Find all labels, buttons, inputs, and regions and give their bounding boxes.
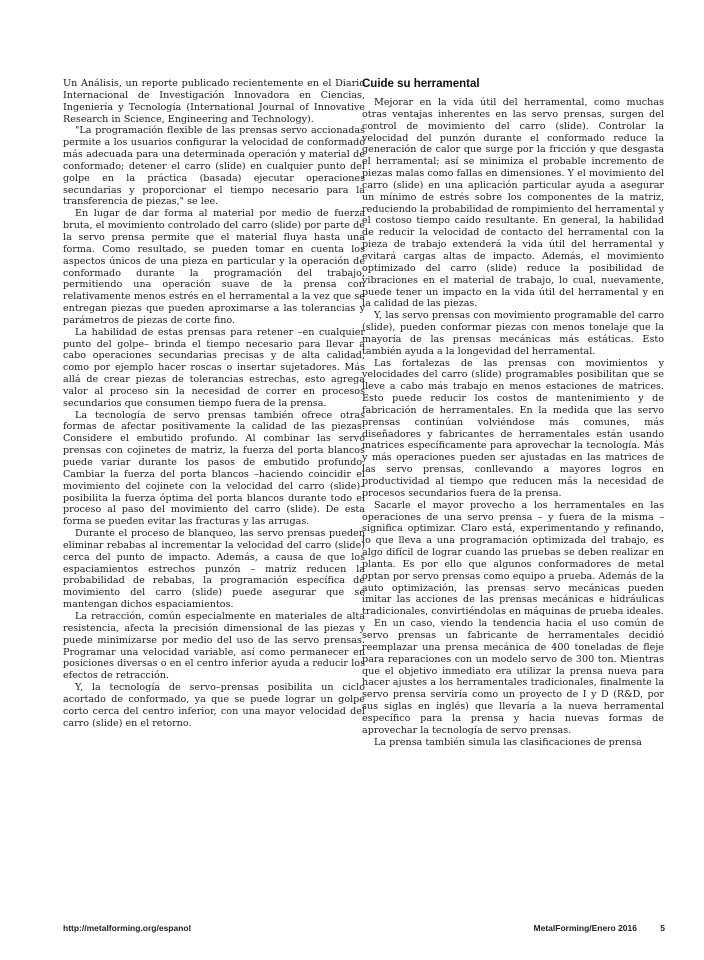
left-column	[63, 78, 365, 729]
body-paragraph: La retracción, común especialmente en materiales de alta resistencia, afecta la precisión dimensional de las piezas y puede minimizarse por medio del uso de las servo prensas. Programar una velocidad variable, así como permanecer en posiciones diversas o en el centro inferior ayuda a reducir los efectos de retracción.	[63, 610, 365, 682]
body-paragraph: Y, las servo prensas con movimiento programable del carro (slide), pueden conformar piezas con menos tonelaje que la mayoría de las prensas mecánicas más estáticas. Esto también ayuda a la longevidad del herramental.	[362, 310, 664, 357]
body-paragraph: En lugar de dar forma al material por medio de fuerza bruta, el movimiento controlado del carro (slide) por parte de la servo prensa permite que el material fluya hasta una forma. Como resultado, se pueden tomar en cuenta los aspectos únicos de una pieza en particular y la operación de conformado durante la programación del trabajo, permitiendo una operación suave de la prensa con relativamente menos estrés en el herramental a la vez que se entregan piezas que pueden aproximarse a las tolerancias y parámetros de piezas de corte fino.	[63, 208, 365, 326]
body-paragraph: Sacarle el mayor provecho a los herramentales en las operaciones de una servo prensa – y fuera de la misma – significa optimizar. Claro está, experimentando y refinando, lo que lleva a una programación optimizada del trabajo, es algo difícil de lograr cuando las pruebas se deben realizar en planta. Es por ello que algunos conformadores de metal optan por servo prensas como equipo a prueba. Además de la auto optimización, las prensas servo mecánicas pueden imitar las acciones de las prensas mecánicas e hidráulicas tradicionales, convirtiéndolas en máquinas de prueba ideales.	[362, 499, 664, 618]
footer-url: http://metalforming.org/espanol	[63, 923, 191, 933]
body-paragraph: Y, la tecnología de servo–prensas posibilita un ciclo acortado de conformado, ya que se puede lograr un golpe corto cerca del centro inferior, con una mayor velocidad del carro (slide) en el retorno.	[63, 682, 365, 729]
page-footer	[63, 923, 665, 937]
body-paragraph: La prensa también simula las clasificaciones de prensa	[374, 736, 642, 748]
footer-magazine: MetalForming/Enero 2016	[533, 923, 637, 933]
page-number: 5	[660, 923, 665, 933]
body-paragraph: "La programación flexible de las prensas servo accionadas permite a los usuarios configurar la velocidad de conformado más adecuada para una determinada operación y material de conformado; detener el carro (slide) en cualquier punto del golpe en la práctica (basada) ejecutar operaciones secundarias y proporcionar el tiempo necesario para la transferencia de piezas," se lee.	[63, 125, 365, 208]
body-paragraph: En un caso, viendo la tendencia hacia el uso común de servo prensas un fabricante de herramentales decidió reemplazar una prensa mecánica de 400 toneladas de fleje para reparaciones con un modelo servo de 300 ton. Mientras que el objetivo inmediato era utilizar la prensa nueva para hacer ajustes a los herramentales tradicionales, finalmente la servo prensa serviría como un proyecto de I y D (R&D, por sus siglas en inglés) que llevaría a la nueva herramental específico para la prensa y hacia nuevas formas de aprovechar la tecnología de servo prensas.	[362, 618, 664, 736]
body-paragraph: La habilidad de estas prensas para retener –en cualquier punto del golpe– brinda el tiempo necesario para llevar a cabo operaciones secundarias precisas y de alta calidad, como por ejemplo hacer roscas o insertar sujetadores. Más allá de crear piezas de tolerancias estrechas, esto agrega valor al proceso sin la necesidad de correr en procesos secundarios que consumen tiempo fuera de la prensa.	[63, 326, 365, 409]
body-paragraph: Las fortalezas de las prensas con movimientos y velocidades del carro (slide) programables posibilitan que se lleve a cabo más trabajo en menos estaciones de matrices. Esto puede reducir los costos de mantenimiento y de fabricación de herramentales. En la medida que las servo prensas continúan volviéndose más comunes, más diseñadores y fabricantes de herramentales están usando matrices específicamente para aprovechar la tecnología. Más y más operaciones pueden ser ajustadas en las matrices de las servo prensas, conllevando a mayores logros en productividad al tiempo que reducen más la necesidad de procesos secundarios fuera de la prensa.	[362, 357, 664, 499]
body-paragraph: Durante el proceso de blanqueo, las servo prensas pueden eliminar rebabas al incrementar la velocidad del carro (slide) cerca del punto de impacto. Además, a causa de que los espaciamientos estrechos punzón – matriz reducen la probabilidad de rebabas, la programación específica de movimiento del carro (slide) puede asegurar que se mantengan dichos espaciamientos.	[63, 528, 365, 611]
body-paragraph: Mejorar en la vida útil del herramental, como muchas otras ventajas inherentes en las servo prensas, surgen del control de movimiento del carro (slide). Controlar la velocidad del punzón durante el conformado reduce la generación de calor que surge por la fricción y que desgasta el herramental; así se minimiza el probable incremento de piezas malas como fallas en dimensiones. Y el movimiento del carro (slide) en una aplicación particular ayuda a asegurar un mínimo de estrés sobre los componentes de la matriz, reduciendo la probabilidad de rompimiento del herramental y el costoso tiempo caído resultante. En general, la habilidad de reducir la velocidad de contacto del herramental con la pieza de trabajo extenderá la vida útil del herramental y evitará cargas altas de impacto. Además, el movimiento optimizado del carro (slide) reduce la posibilidad de vibraciones en el material de trabajo, lo cual, nuevamente, puede tener un impacto en la vida útil del herramental y en la calidad de las piezas.	[362, 97, 664, 310]
body-paragraph: La tecnología de servo prensas también ofrece otras formas de afectar positivamente la calidad de las piezas. Considere el embutido profundo. Al combinar las servo prensas con cojinetes de matriz, la fuerza del porta blancos puede variar durante los pasos de embutido profundo. Cambiar la fuerza del porta blancos –haciendo coincidir el movimiento del cojinete con la velocidad del carro (slide)– posibilita la fuerza óptima del porta blancos durante todo el proceso al paso del movimiento del carro (slide). De esta forma se pueden evitar las fracturas y las arrugas.	[63, 409, 365, 528]
body-paragraph: Un Análisis, un reporte publicado recientemente en el Diario Internacional de Investigación Innovadora en Ciencias, Ingeniería y Tecnología (International Journal of Innovative Research in Science, Engineering and Technology).	[63, 78, 365, 125]
section-heading: Cuide su herramental	[362, 78, 480, 90]
right-column	[362, 78, 664, 748]
